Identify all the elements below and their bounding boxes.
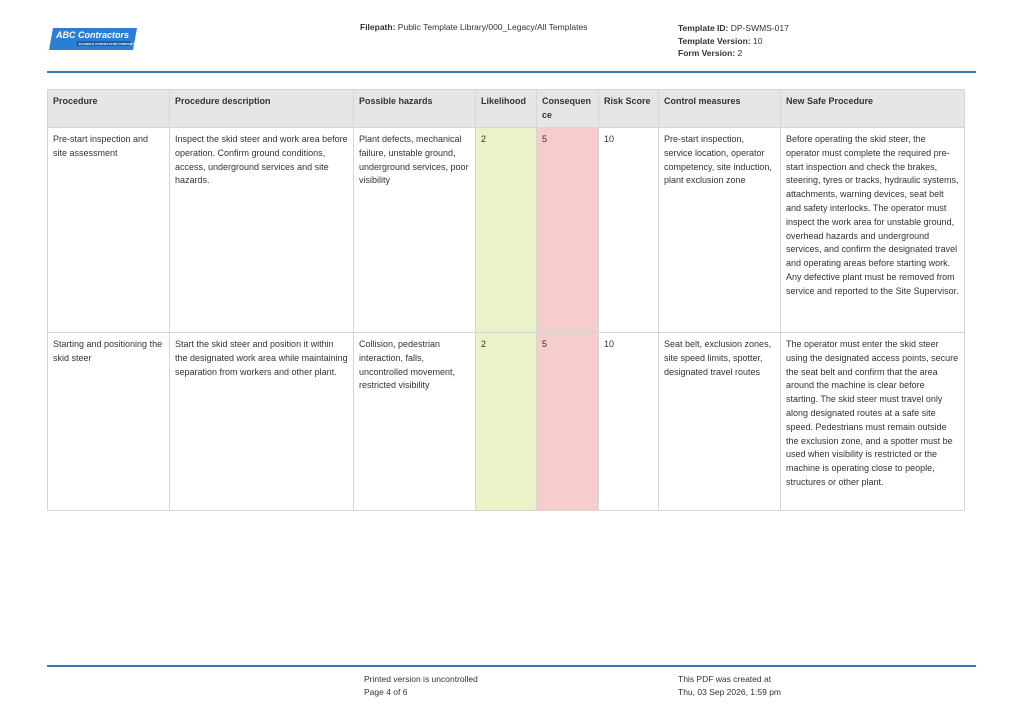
template-meta xyxy=(678,22,789,60)
filepath-value: Public Template Library/000_Legacy/All Templates xyxy=(397,22,588,32)
col-procedure: Procedure xyxy=(48,90,170,128)
cell-risk-score: 10 xyxy=(599,128,659,333)
col-likelihood: Likelihood xyxy=(476,90,537,128)
page-number: Page 4 of 6 xyxy=(364,687,408,697)
cell-control-measures: Seat belt, exclusion zones, site speed limits, spotter, designated travel routes xyxy=(659,333,781,511)
template-id xyxy=(678,22,789,35)
cell-hazards: Collision, pedestrian interaction, falls, uncontrolled movement, restricted visibility xyxy=(354,333,476,511)
uncontrolled-notice: Printed version is uncontrolled xyxy=(364,674,478,684)
logo-name: ABC Contractors xyxy=(56,30,130,40)
footer-right xyxy=(678,673,781,699)
cell-control-measures: Pre-start inspection, service location, operator competency, site induction, plant exclusion zone xyxy=(659,128,781,333)
cell-procedure: Starting and positioning the skid steer xyxy=(48,333,170,511)
swms-table xyxy=(47,89,965,511)
cell-description: Inspect the skid steer and work area before operation. Confirm ground conditions, access, underground services and site hazards. xyxy=(170,128,354,333)
template-version-label: Template Version: xyxy=(678,35,751,46)
template-version-value: 10 xyxy=(752,35,763,46)
col-possible-hazards: Possible hazards xyxy=(354,90,476,128)
filepath xyxy=(360,22,587,32)
col-consequence: Consequen ce xyxy=(537,90,599,128)
col-control-measures: Control measures xyxy=(659,90,781,128)
template-id-label: Template ID: xyxy=(678,23,729,33)
created-timestamp: Thu, 03 Sep 2026, 1:59 pm xyxy=(678,687,782,697)
cell-procedure: Pre-start inspection and site assessment xyxy=(48,128,170,333)
cell-consequence: 5 xyxy=(537,128,599,333)
template-version xyxy=(678,35,789,48)
logo-tagline: EXAMPLE CONTRACTOR COMPANY xyxy=(79,42,135,46)
cell-description: Start the skid steer and position it within the designated work area while maintaining separation from workers and other plant. xyxy=(170,333,354,511)
cell-new-safe-procedure: Before operating the skid steer, the operator must complete the required pre-start inspection and check the brakes, steering, tyres or tracks, hydraulic systems, attachments, warning devices, seat belt and safety interlocks. The operator must inspect the work area for unstable ground, overhead hazards and underground services, and confirm the designated travel and operating areas before starting work. Any defective plant must be removed from service and reported to the Site Supervisor. xyxy=(781,128,965,333)
cell-risk-score: 10 xyxy=(599,333,659,511)
cell-hazards: Plant defects, mechanical failure, unstable ground, underground services, poor visibility xyxy=(354,128,476,333)
filepath-label: Filepath: xyxy=(360,22,396,32)
cell-new-safe-procedure: The operator must enter the skid steer using the designated access points, secure the seat belt and confirm that the area around the machine is clear before starting. The skid steer must travel only along designated routes at a safe site speed. Pedestrians must remain outside the exclusion zone, and a spotter must be used when visibility is restricted or the machine is operating close to people, structures or other plant. xyxy=(781,333,965,511)
col-risk-score: Risk Score xyxy=(599,90,659,128)
cell-consequence: 5 xyxy=(537,333,599,511)
table-row xyxy=(48,333,965,511)
template-id-value: DP-SWMS-017 xyxy=(730,23,789,33)
form-version-label: Form Version: xyxy=(678,48,736,58)
form-version xyxy=(678,47,789,60)
cell-likelihood: 2 xyxy=(476,128,537,333)
created-label: This PDF was created at xyxy=(678,674,772,684)
footer-divider xyxy=(47,665,976,667)
company-logo xyxy=(47,26,139,52)
col-new-safe-procedure: New Safe Procedure xyxy=(781,90,965,128)
table-row xyxy=(48,128,965,333)
cell-likelihood: 2 xyxy=(476,333,537,511)
col-procedure-description: Procedure description xyxy=(170,90,354,128)
footer-left xyxy=(364,673,478,699)
form-version-value: 2 xyxy=(737,48,743,58)
table-header-row xyxy=(48,90,965,128)
header-divider xyxy=(47,71,976,73)
